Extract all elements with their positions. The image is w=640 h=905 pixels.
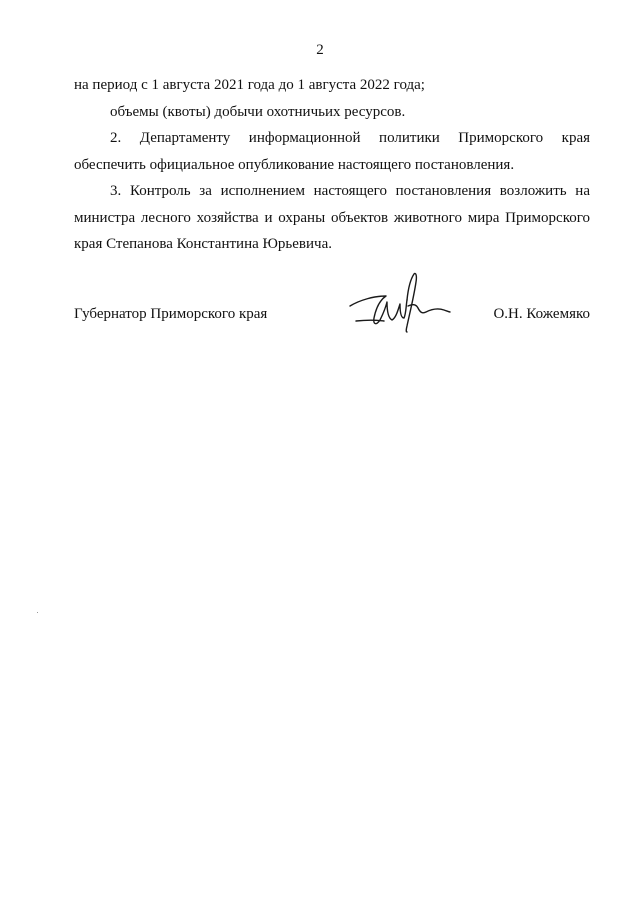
paragraph-line: обеспечить официальное опубликование настоящего постановления. bbox=[74, 156, 515, 173]
paragraph-line: объемы (квоты) добычи охотничьих ресурсов. bbox=[110, 103, 406, 120]
signatory-position: Губернатор Приморского края bbox=[74, 306, 268, 322]
paragraph-line: края Степанова Константина Юрьевича. bbox=[74, 236, 332, 252]
page-number: 2 bbox=[316, 42, 324, 58]
signature-icon bbox=[346, 266, 456, 338]
paragraph-line: 2. Департаменту информационной политики Приморского края bbox=[110, 130, 590, 146]
paragraph-line: министра лесного хозяйства и охраны объектов животного мира Приморского bbox=[74, 209, 590, 226]
signature-block bbox=[74, 304, 590, 344]
paragraph-line: на период с 1 августа 2021 года до 1 августа 2022 года; bbox=[74, 77, 425, 93]
signatory-name: О.Н. Кожемяко bbox=[493, 306, 590, 322]
scan-artifact bbox=[37, 612, 38, 613]
paragraph-line: 3. Контроль за исполнением настоящего постановления возложить на bbox=[110, 183, 590, 199]
document-body bbox=[74, 72, 590, 258]
